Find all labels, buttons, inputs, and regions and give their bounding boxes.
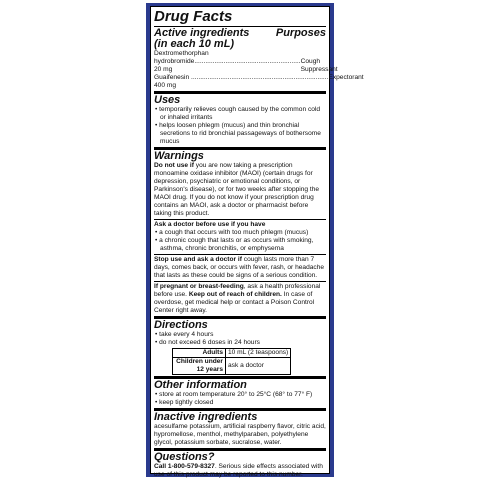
directions-heading: Directions bbox=[154, 319, 208, 331]
divider bbox=[154, 219, 326, 220]
other-info-item: • store at room temperature 20° to 25°C (68° to 77° F) bbox=[155, 391, 313, 398]
uses-item: • helps loosen phlegm (mucus) and thin bronchial secretions to rid bronchial passageways of bothersome mucus bbox=[155, 122, 321, 145]
ask-doctor-item: • a chronic cough that lasts or as occurs with smoking, asthma, chronic bronchitis, or emphysema bbox=[155, 237, 314, 252]
leader-dots: ........................................................................... bbox=[189, 74, 329, 81]
table-row bbox=[173, 349, 291, 358]
uses-heading: Uses bbox=[154, 94, 181, 106]
drug-facts-panel bbox=[150, 6, 364, 478]
ask-doctor-item: • a cough that occurs with too much phlegm (mucus) bbox=[155, 229, 309, 236]
other-info-item: • keep tightly closed bbox=[155, 399, 214, 406]
dosage-who: Children under 12 years bbox=[173, 358, 226, 375]
ingredient-2: Guaifenesin 400 mg bbox=[154, 74, 190, 89]
table-row bbox=[173, 358, 291, 375]
warnings-heading: Warnings bbox=[154, 150, 204, 162]
dosage-who: Adults bbox=[173, 349, 226, 358]
ingredient-row-1 bbox=[154, 58, 338, 74]
active-subheading: (in each 10 mL) bbox=[154, 38, 235, 50]
ingredient-row-2 bbox=[154, 74, 364, 90]
drug-facts-title: Drug Facts bbox=[154, 8, 233, 25]
maoi-warning: Do not use if you are now taking a prescription monoamine oxidase inhibitor (MAOI) (certain drugs for depression, psychiatric or emotional conditions, or Parkinson's disease), or for two weeks after stopping the MAOI drug. If you do not know if your prescription drug contains an MAOI, ask a doctor or pharmacist before taking this product. bbox=[154, 162, 320, 217]
directions-item: • take every 4 hours bbox=[155, 331, 214, 338]
active-line: Dextromethorphan bbox=[154, 50, 209, 57]
uses-item: • temporarily relieves cough caused by the common cold or inhaled irritants bbox=[155, 106, 321, 121]
divider bbox=[154, 254, 326, 255]
dosage-amount: 10 mL (2 teaspoons) bbox=[226, 349, 291, 358]
divider bbox=[154, 281, 326, 282]
directions-item: • do not exceed 6 doses in 24 hours bbox=[155, 339, 260, 346]
pregnancy-warning: If pregnant or breast-feeding, ask a health professional before use. Keep out of reach of children. In case of overdose, get medical help or contact a Poison Control Center right away. bbox=[154, 283, 321, 314]
questions-text: Call 1-800-579-8327. Serious side effects associated with use of this product may be reported to this number. bbox=[154, 463, 323, 478]
stop-use-warning: Stop use and ask a doctor if cough lasts more than 7 days, comes back, or occurs with fever, rash, or headache that lasts as these could be signs of a serious condition. bbox=[154, 256, 325, 279]
purpose-1: Cough Suppressant bbox=[300, 58, 338, 73]
dosage-table bbox=[172, 348, 291, 375]
other-info-heading: Other information bbox=[154, 379, 247, 391]
ask-doctor-heading: Ask a doctor before use if you have bbox=[154, 221, 266, 228]
ingredient-1: hydrobromide 20 mg bbox=[154, 58, 195, 73]
active-ingredients-heading: Active ingredients bbox=[154, 27, 250, 39]
dosage-amount: ask a doctor bbox=[226, 358, 291, 375]
leader-dots: .......................................................... bbox=[194, 58, 301, 65]
inactive-list: acesulfame potassium, artificial raspberry flavor, citric acid, hypromellose, menthol, methylparaben, polyethylene glycol, potassium sorbate, sucralose, water. bbox=[154, 423, 326, 446]
purposes-heading: Purposes bbox=[275, 27, 326, 39]
purpose-2: Expectorant bbox=[328, 74, 364, 81]
questions-heading: Questions? bbox=[154, 451, 215, 463]
inactive-heading: Inactive ingredients bbox=[154, 411, 258, 423]
